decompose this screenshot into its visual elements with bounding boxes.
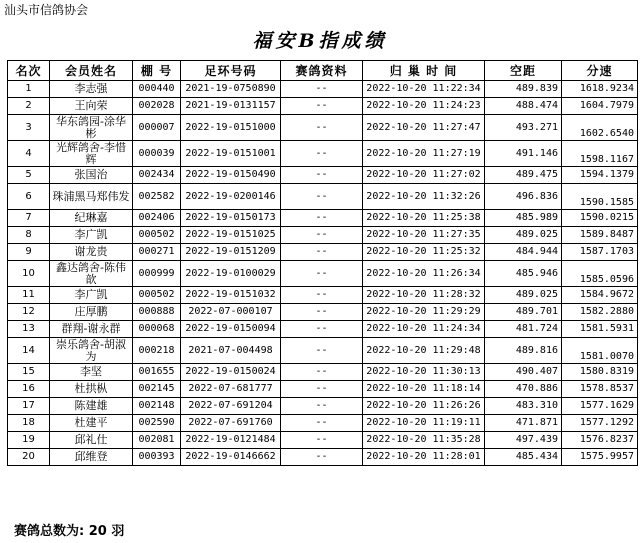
pen-number-cell: 002145 [133,381,181,398]
ring-number-cell: 2022-19-0150024 [181,364,281,381]
pen-number-cell: 002028 [133,98,181,115]
speed-cell: 1598.1167 [562,141,638,167]
arrival-time-cell: 2022-10-20 11:27:47 [363,115,485,141]
rank-cell: 10 [8,261,50,287]
ring-number-cell: 2022-07-681777 [181,381,281,398]
rank-cell: 16 [8,381,50,398]
table-row [8,415,638,432]
pen-number-cell: 000218 [133,338,181,364]
pigeon-info-cell: -- [281,98,363,115]
pen-number-cell: 000999 [133,261,181,287]
speed-cell: 1587.1703 [562,244,638,261]
arrival-time-cell: 2022-10-20 11:25:38 [363,210,485,227]
distance-cell: 493.271 [485,115,562,141]
member-name-cell: 庄厚鹏 [50,304,133,321]
distance-cell: 490.407 [485,364,562,381]
column-header-distance: 空距 [485,61,562,81]
pigeon-info-cell: -- [281,141,363,167]
table-row [8,81,638,98]
arrival-time-cell: 2022-10-20 11:32:26 [363,184,485,210]
pigeon-info-cell: -- [281,115,363,141]
ring-number-cell: 2022-19-0150490 [181,167,281,184]
results-table [7,60,638,466]
member-name-cell: 李坚 [50,364,133,381]
arrival-time-cell: 2022-10-20 11:27:19 [363,141,485,167]
arrival-time-cell: 2022-10-20 11:28:32 [363,287,485,304]
pigeon-info-cell: -- [281,321,363,338]
pigeon-info-cell: -- [281,184,363,210]
speed-cell: 1581.0070 [562,338,638,364]
member-name-cell: 崇乐鸽舍-胡淑为 [50,338,133,364]
speed-cell: 1618.9234 [562,81,638,98]
ring-number-cell: 2022-07-000107 [181,304,281,321]
column-header-pigeon-info: 赛鸽资料 [281,61,363,81]
pigeon-info-cell: -- [281,210,363,227]
member-name-cell: 纪琳嘉 [50,210,133,227]
distance-cell: 489.475 [485,167,562,184]
member-name-cell: 李广凯 [50,227,133,244]
ring-number-cell: 2022-19-0150173 [181,210,281,227]
pigeon-info-cell: -- [281,338,363,364]
pigeon-info-cell: -- [281,167,363,184]
arrival-time-cell: 2022-10-20 11:22:34 [363,81,485,98]
ring-number-cell: 2022-19-0100029 [181,261,281,287]
speed-cell: 1602.6540 [562,115,638,141]
rank-cell: 13 [8,321,50,338]
pigeon-info-cell: -- [281,304,363,321]
distance-cell: 489.701 [485,304,562,321]
rank-cell: 2 [8,98,50,115]
pigeon-info-cell: -- [281,244,363,261]
distance-cell: 485.946 [485,261,562,287]
pigeon-info-cell: -- [281,432,363,449]
pigeon-info-cell: -- [281,364,363,381]
rank-cell: 9 [8,244,50,261]
column-header-rank: 名次 [8,61,50,81]
pen-number-cell: 002081 [133,432,181,449]
distance-cell: 483.310 [485,398,562,415]
pen-number-cell: 000393 [133,449,181,466]
member-name-cell: 张国治 [50,167,133,184]
arrival-time-cell: 2022-10-20 11:27:35 [363,227,485,244]
member-name-cell: 邱礼仕 [50,432,133,449]
rank-cell: 4 [8,141,50,167]
table-row [8,432,638,449]
distance-cell: 470.886 [485,381,562,398]
pigeon-info-cell: -- [281,81,363,98]
table-row [8,287,638,304]
column-header-speed: 分速 [562,61,638,81]
speed-cell: 1576.8237 [562,432,638,449]
pen-number-cell: 002434 [133,167,181,184]
rank-cell: 8 [8,227,50,244]
pen-number-cell: 002148 [133,398,181,415]
speed-cell: 1582.2880 [562,304,638,321]
ring-number-cell: 2022-19-0200146 [181,184,281,210]
member-name-cell: 邱维登 [50,449,133,466]
pigeon-info-cell: -- [281,261,363,287]
speed-cell: 1589.8487 [562,227,638,244]
distance-cell: 484.944 [485,244,562,261]
rank-cell: 15 [8,364,50,381]
ring-number-cell: 2022-19-0146662 [181,449,281,466]
ring-number-cell: 2022-19-0151209 [181,244,281,261]
pen-number-cell: 000271 [133,244,181,261]
member-name-cell: 陈建雄 [50,398,133,415]
pen-number-cell: 000007 [133,115,181,141]
page-title: 福安B指成绩 [252,30,388,52]
distance-cell: 489.816 [485,338,562,364]
member-name-cell: 鑫达鸽舍-陈伟歆 [50,261,133,287]
speed-cell: 1584.9672 [562,287,638,304]
pigeon-info-cell: -- [281,449,363,466]
distance-cell: 485.434 [485,449,562,466]
table-row [8,304,638,321]
rank-cell: 3 [8,115,50,141]
ring-number-cell: 2022-19-0151001 [181,141,281,167]
organization-name: 汕头市信鸽协会 [4,3,89,17]
distance-cell: 491.146 [485,141,562,167]
rank-cell: 17 [8,398,50,415]
table-row [8,115,638,141]
member-name-cell: 珠浦黑马郑伟发 [50,184,133,210]
arrival-time-cell: 2022-10-20 11:26:34 [363,261,485,287]
member-name-cell: 华东鸽园-涂华彬 [50,115,133,141]
table-row [8,167,638,184]
rank-cell: 6 [8,184,50,210]
rank-cell: 7 [8,210,50,227]
member-name-cell: 群翔-谢永群 [50,321,133,338]
rank-cell: 20 [8,449,50,466]
results-table-body [8,81,638,466]
table-row [8,261,638,287]
pen-number-cell: 000502 [133,227,181,244]
pen-number-cell: 001655 [133,364,181,381]
table-row [8,381,638,398]
table-row [8,398,638,415]
table-row [8,364,638,381]
speed-cell: 1580.8319 [562,364,638,381]
speed-cell: 1585.0596 [562,261,638,287]
column-header-ring-number: 足环号码 [181,61,281,81]
pen-number-cell: 002590 [133,415,181,432]
pen-number-cell: 000888 [133,304,181,321]
rank-cell: 18 [8,415,50,432]
table-header-row [8,61,638,81]
ring-number-cell: 2021-07-004498 [181,338,281,364]
distance-cell: 496.836 [485,184,562,210]
table-row [8,184,638,210]
pen-number-cell: 002582 [133,184,181,210]
rank-cell: 1 [8,81,50,98]
table-row [8,98,638,115]
arrival-time-cell: 2022-10-20 11:35:28 [363,432,485,449]
rank-cell: 12 [8,304,50,321]
ring-number-cell: 2022-07-691760 [181,415,281,432]
pigeon-info-cell: -- [281,398,363,415]
member-name-cell: 李广凯 [50,287,133,304]
pigeon-info-cell: -- [281,227,363,244]
distance-cell: 489.025 [485,227,562,244]
arrival-time-cell: 2022-10-20 11:19:11 [363,415,485,432]
member-name-cell: 王向荣 [50,98,133,115]
rank-cell: 11 [8,287,50,304]
pigeon-info-cell: -- [281,381,363,398]
arrival-time-cell: 2022-10-20 11:18:14 [363,381,485,398]
pen-number-cell: 002406 [133,210,181,227]
table-row [8,210,638,227]
speed-cell: 1590.0215 [562,210,638,227]
speed-cell: 1578.8537 [562,381,638,398]
ring-number-cell: 2022-19-0151000 [181,115,281,141]
speed-cell: 1577.1292 [562,415,638,432]
column-header-pen-number: 棚 号 [133,61,181,81]
distance-cell: 471.871 [485,415,562,432]
speed-cell: 1577.1629 [562,398,638,415]
table-row [8,338,638,364]
arrival-time-cell: 2022-10-20 11:27:02 [363,167,485,184]
rank-cell: 14 [8,338,50,364]
pen-number-cell: 000068 [133,321,181,338]
arrival-time-cell: 2022-10-20 11:26:26 [363,398,485,415]
ring-number-cell: 2022-19-0121484 [181,432,281,449]
member-name-cell: 杜建平 [50,415,133,432]
arrival-time-cell: 2022-10-20 11:24:34 [363,321,485,338]
arrival-time-cell: 2022-10-20 11:25:32 [363,244,485,261]
arrival-time-cell: 2022-10-20 11:29:48 [363,338,485,364]
pen-number-cell: 000039 [133,141,181,167]
member-name-cell: 谢龙贵 [50,244,133,261]
table-row [8,449,638,466]
arrival-time-cell: 2022-10-20 11:29:29 [363,304,485,321]
arrival-time-cell: 2022-10-20 11:24:23 [363,98,485,115]
distance-cell: 485.989 [485,210,562,227]
distance-cell: 489.025 [485,287,562,304]
table-row [8,321,638,338]
ring-number-cell: 2022-19-0151032 [181,287,281,304]
pen-number-cell: 000440 [133,81,181,98]
arrival-time-cell: 2022-10-20 11:28:01 [363,449,485,466]
pigeon-info-cell: -- [281,415,363,432]
distance-cell: 497.439 [485,432,562,449]
speed-cell: 1604.7979 [562,98,638,115]
table-row [8,244,638,261]
arrival-time-cell: 2022-10-20 11:30:13 [363,364,485,381]
total-count: 赛鸽总数为: 20 羽 [14,524,125,539]
member-name-cell: 李志强 [50,81,133,98]
distance-cell: 488.474 [485,98,562,115]
speed-cell: 1590.1585 [562,184,638,210]
ring-number-cell: 2021-19-0750890 [181,81,281,98]
rank-cell: 19 [8,432,50,449]
column-header-arrival-time: 归 巢 时 间 [363,61,485,81]
table-row [8,141,638,167]
speed-cell: 1575.9957 [562,449,638,466]
ring-number-cell: 2022-07-691204 [181,398,281,415]
table-row [8,227,638,244]
column-header-member-name: 会员姓名 [50,61,133,81]
ring-number-cell: 2022-19-0150094 [181,321,281,338]
rank-cell: 5 [8,167,50,184]
speed-cell: 1581.5931 [562,321,638,338]
distance-cell: 481.724 [485,321,562,338]
distance-cell: 489.839 [485,81,562,98]
member-name-cell: 杜拱枞 [50,381,133,398]
member-name-cell: 光辉鸽舍-李惜辉 [50,141,133,167]
pen-number-cell: 000502 [133,287,181,304]
ring-number-cell: 2022-19-0151025 [181,227,281,244]
pigeon-info-cell: -- [281,287,363,304]
speed-cell: 1594.1379 [562,167,638,184]
ring-number-cell: 2021-19-0131157 [181,98,281,115]
